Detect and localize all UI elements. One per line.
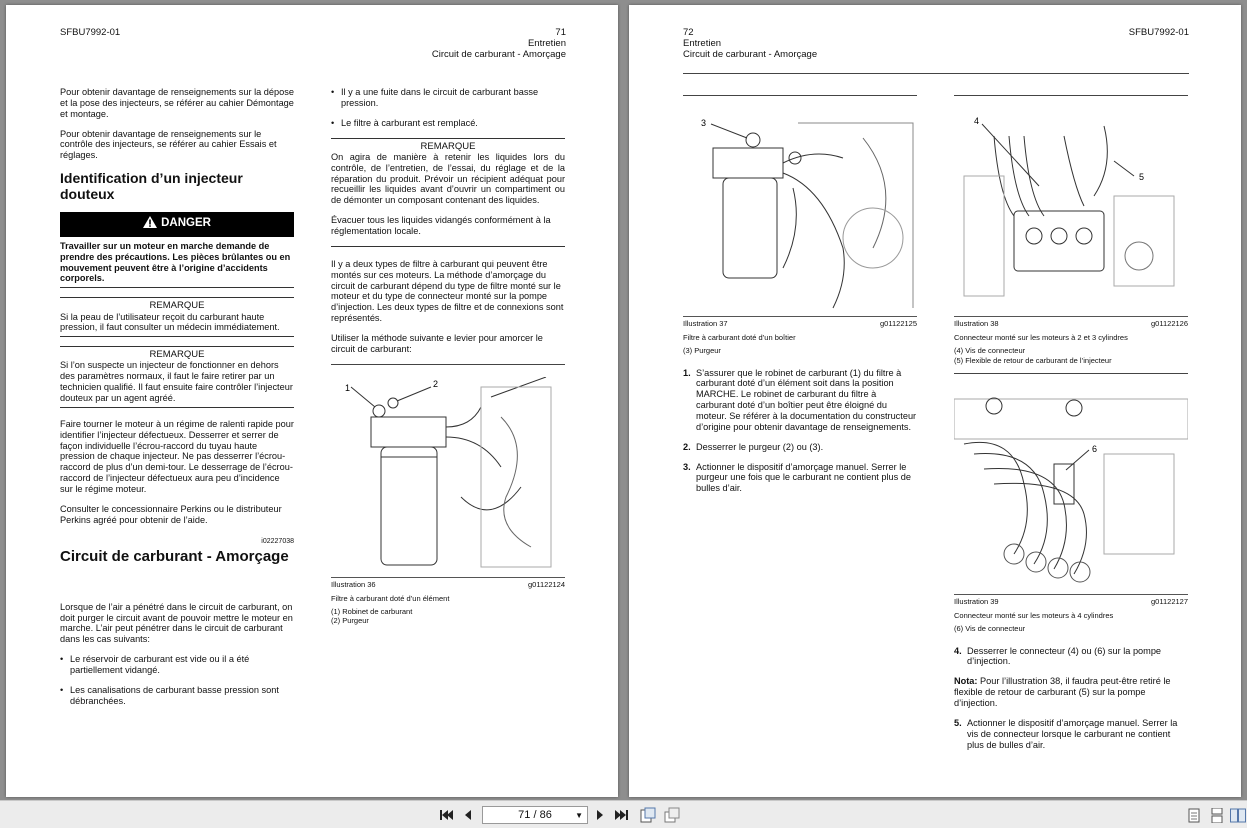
page-number: 72: [683, 27, 694, 38]
fuel-filter-housing-illustration: [683, 118, 917, 316]
paragraph: Pour obtenir davantage de renseignements sur la dépose et la pose des injecteurs, se référer au cahier Démontage et montage.: [60, 87, 294, 119]
step-item: 4. Desserrer le connecteur (4) ou (6) sur la pompe d’injection.: [954, 645, 1162, 667]
callout-5: 5: [1139, 172, 1145, 182]
figure-title: Connecteur monté sur les moteurs à 4 cylindres: [954, 610, 1114, 620]
fuel-filter-element-illustration: [331, 377, 565, 577]
fit-width-icon[interactable]: [664, 807, 680, 823]
connector-2-3-cyl-illustration: [954, 116, 1188, 316]
doc-code: SFBU7992-01: [1128, 27, 1189, 38]
prev-page-icon[interactable]: [460, 807, 476, 823]
figure-number: Illustration 39: [954, 596, 999, 606]
section-name: Entretien: [527, 38, 566, 50]
page-72: [629, 5, 1241, 797]
callout-6: 6: [1092, 443, 1098, 454]
danger-text: Travailler sur un moteur en marche demande de prendre des précautions. Les pièces brûlantes ou en mouvement peuvent être à l’origine d’accidents corporels.: [60, 237, 294, 288]
first-page-icon[interactable]: [438, 807, 454, 823]
left-column-1: [60, 87, 294, 716]
step-item: 2. Desserrer le purgeur (2) ou (3).: [683, 441, 824, 452]
remark-text: Si l’on suspecte un injecteur de fonctionner en dehors des paramètres normaux, il faut le faire retirer par un technicien qualifié. Il faut ensuite faire contrôler l’injecteur douteux par un agent agréé.: [60, 360, 293, 404]
section-name: Entretien: [683, 38, 722, 50]
figure-caption-bar: [954, 594, 1188, 607]
doc-code: SFBU7992-01: [60, 27, 121, 38]
figure-code: g01122125: [880, 319, 917, 328]
paragraph: Pour obtenir davantage de renseignements sur le contrôle des injecteurs, se référer au cahier Essais et réglages.: [60, 128, 277, 161]
figure-code: g01122124: [528, 579, 565, 589]
callout-1: 1: [345, 382, 351, 393]
figure-number: Illustration 36: [331, 579, 376, 589]
danger-label: DANGER: [161, 217, 211, 230]
figure-item: (3) Purgeur: [683, 346, 721, 356]
continuous-icon[interactable]: [1209, 807, 1225, 823]
step-item: 3. Actionner le dispositif d’amorçage manuel. Serrer le purgeur une fois que le carburant ne contient plus de bulles d’air.: [683, 461, 912, 494]
figure-item: (4) Vis de connecteur: [954, 346, 1026, 356]
figure-title: Filtre à carburant doté d’un élément: [331, 593, 450, 603]
section-heading: Identification d’un injecteur douteux: [60, 170, 243, 203]
figure-title: Filtre à carburant doté d’un boîtier: [683, 332, 796, 342]
paragraph: Utiliser la méthode suivante e levier pour amorcer le circuit de carburant:: [331, 332, 543, 354]
figure-code: g01122126: [1151, 319, 1188, 328]
remark-title: REMARQUE: [149, 300, 205, 312]
right-column-2: [954, 95, 1188, 759]
remark-box: [60, 346, 294, 408]
step-item: 1. S’assurer que le robinet de carburant (1) du filtre à carburant doté d’un élément soit dans la position MARCHE. Le robinet de carburant du filtre à carburant doté d’un boîtier peut être éloigné du moteur. Se référer à la documentation du constructeur d’origine pour obtenir davantage de renseignements.: [683, 367, 917, 432]
callout-2: 2: [433, 378, 439, 389]
figure-caption-bar: [331, 577, 565, 590]
remark-title: REMARQUE: [149, 349, 205, 361]
callout-3: 3: [701, 118, 707, 128]
list-item: • Les canalisations de carburant basse pression sont débranchées.: [60, 684, 279, 706]
remark-text: On agira de manière à retenir les liquides lors du contrôle, de l’entretien, de l’essai, du réglage et de la réparation du produit. Prévoir un récipient adéquat pour recueillir les liquides avant d’ouvrir un compartiment ou de démonter un composant contenant des liquides.: [331, 151, 565, 206]
paragraph: Consulter le concessionnaire Perkins ou le distributeur Perkins agréé pour obtenir de l’aide.: [60, 503, 282, 525]
figure-number: Illustration 38: [954, 319, 999, 328]
remark-title: REMARQUE: [420, 140, 476, 152]
left-column-2: [331, 87, 565, 626]
chevron-down-icon: ▼: [575, 811, 583, 820]
last-page-icon[interactable]: [614, 807, 630, 823]
remark-box: [60, 297, 294, 337]
page-indicator: 71 / 86: [518, 809, 552, 821]
figure-number: Illustration 37: [683, 319, 728, 328]
list-item: • Le réservoir de carburant est vide ou il a été partiellement vidangé.: [60, 654, 250, 675]
single-page-icon[interactable]: [1186, 807, 1202, 823]
remark-box: [331, 138, 565, 247]
next-page-icon[interactable]: [592, 807, 608, 823]
reference-id: i02227038: [261, 537, 294, 545]
page-71: [6, 5, 618, 797]
topic-name: Circuit de carburant - Amorçage: [431, 49, 566, 61]
page-header-left: [683, 27, 817, 61]
page-number: 71: [555, 27, 566, 38]
viewer-toolbar: [0, 800, 1247, 828]
two-page-icon[interactable]: [1230, 807, 1246, 823]
figure-title: Connecteur monté sur les moteurs à 2 et 3 cylindres: [954, 332, 1128, 342]
figure-item: (1) Robinet de carburant: [331, 606, 413, 616]
warning-triangle-icon: [143, 216, 157, 233]
callout-4: 4: [974, 116, 980, 126]
right-column-1: [683, 95, 917, 503]
remark-text: Évacuer tous les liquides vidangés conformément à la réglementation locale.: [331, 215, 551, 236]
figure-item: (5) Flexible de retour de carburant de l’injecteur: [954, 355, 1112, 365]
figure-code: g01122127: [1151, 596, 1188, 606]
danger-banner: [60, 212, 294, 237]
paragraph: Lorsque de l’air a pénétré dans le circuit de carburant, on doit purger le circuit avant de pouvoir mettre le moteur en marche. L’air peut pénétrer dans le circuit de carburant dans les cas suivants:: [60, 601, 293, 645]
step-item: 5. Actionner le dispositif d’amorçage manuel. Serrer la vis de connecteur lorsque le carburant ne contient plus de bulles d’air.: [954, 717, 1178, 750]
connector-4-cyl-illustration: [954, 394, 1188, 594]
figure-caption-bar: [683, 316, 917, 329]
paragraph: Faire tourner le moteur à un régime de ralenti rapide pour identifier l’injecteur défectueux. Desserrer et serrer de façon individuelle l’écrou-raccord du tuyau haute pression de chaque injecteur. Ne pas desserrer l’écrou-raccord de plus d’un demi-tour. Le desserrage de l’écrou-raccord de l’injecteur défectueux aura peu d’incidence sur le régime moteur.: [60, 418, 294, 495]
list-item: • Le filtre à carburant est remplacé.: [331, 117, 478, 128]
fit-page-icon[interactable]: [640, 807, 656, 823]
section-heading: Circuit de carburant - Amorçage: [60, 548, 289, 566]
figure-item: (6) Vis de connecteur: [954, 624, 1026, 634]
list-item: • Il y a une fuite dans le circuit de carburant basse pression.: [331, 87, 539, 108]
remark-text: Si la peau de l’utilisateur reçoit du carburant haute pression, il faut consulter un médecin immédiatement.: [60, 311, 280, 333]
figure-item: (2) Purgeur: [331, 616, 369, 626]
topic-name: Circuit de carburant - Amorçage: [683, 49, 818, 61]
page-header-right: [432, 27, 566, 61]
note: Nota: Pour l’illustration 38, il faudra peut-être retiré le flexible de retour de carburant (5) sur la pompe d’injection.: [954, 676, 1171, 708]
page-number-selector[interactable]: [482, 806, 588, 824]
paragraph: Il y a deux types de filtre à carburant qui peuvent être montés sur ces moteurs. La méthode d’amorçage du circuit de carburant dépend du type de filtre monté sur le moteur et du type de connecteur monté sur la pompe d’injection. Les deux types de filtre et de connexions sont représentés.: [331, 258, 564, 324]
figure-caption-bar: [954, 316, 1188, 329]
